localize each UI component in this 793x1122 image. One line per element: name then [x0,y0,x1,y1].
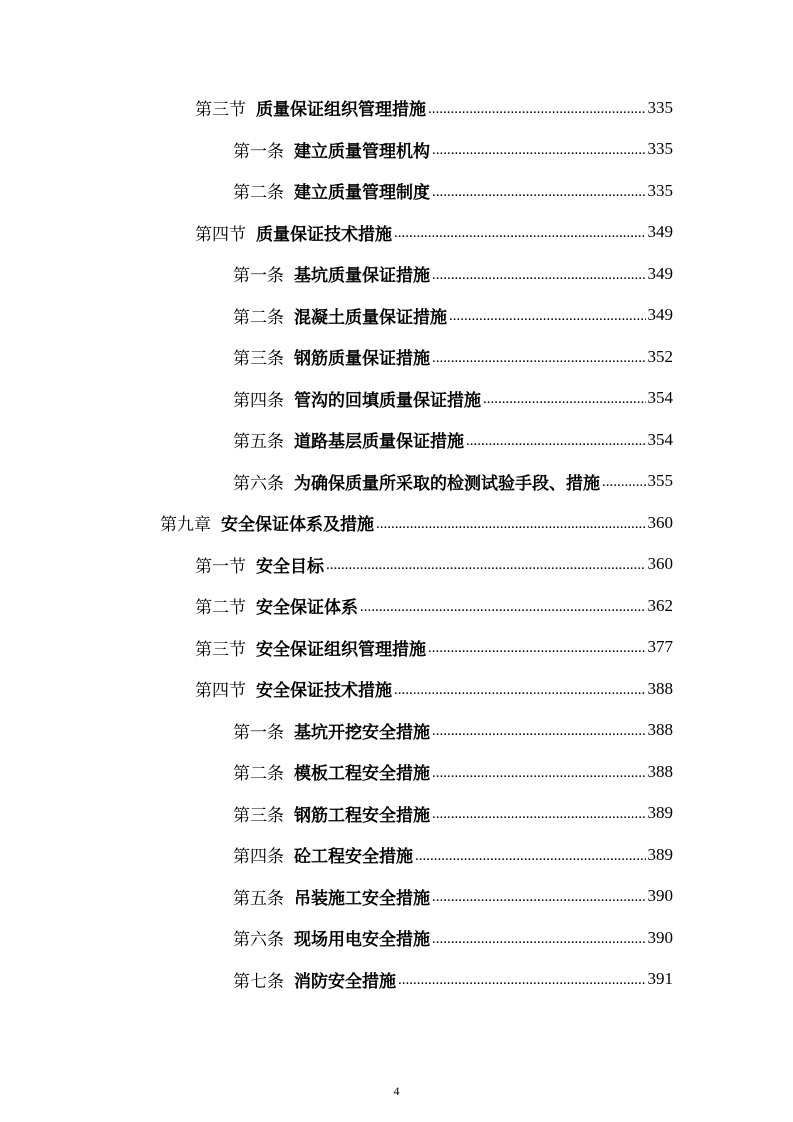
toc-dot-leader [602,471,646,491]
toc-entry-number: 第三节 [195,100,246,121]
toc-dot-leader [432,762,646,782]
toc-entry[interactable] [0,627,793,669]
toc-entry[interactable] [0,129,793,171]
toc-entry-page: 389 [647,803,673,823]
toc-entry[interactable] [0,710,793,752]
toc-dot-leader [432,886,646,906]
toc-entry-page: 360 [647,512,673,532]
toc-entry-page: 389 [647,844,673,864]
toc-entry[interactable] [0,87,793,129]
toc-entry[interactable] [0,253,793,295]
toc-entry-title: 消防安全措施 [294,971,396,992]
toc-entry-number: 第二条 [233,307,284,328]
toc-entry-number: 第九章 [160,515,211,536]
toc-entry-number: 第三条 [233,349,284,370]
toc-entry-title: 模板工程安全措施 [294,764,430,785]
toc-dot-leader [432,264,646,284]
toc-entry[interactable] [0,668,793,710]
toc-entry-number: 第一条 [233,722,284,743]
toc-entry-number: 第一节 [195,556,246,577]
toc-entry[interactable] [0,544,793,586]
toc-dot-leader [432,720,646,740]
toc-entry-page: 349 [647,222,673,242]
toc-entry[interactable] [0,876,793,918]
toc-dot-leader [376,513,646,533]
toc-entry-page: 390 [647,886,673,906]
toc-entry-page: 390 [647,927,673,947]
toc-entry[interactable] [0,751,793,793]
toc-entry-page: 377 [647,637,673,657]
toc-entry-number: 第一条 [233,266,284,287]
toc-dot-leader [432,928,646,948]
toc-entry-title: 吊装施工安全措施 [294,888,430,909]
toc-entry[interactable] [0,336,793,378]
toc-entry-title: 基坑质量保证措施 [294,266,430,287]
toc-entry[interactable] [0,834,793,876]
toc-entry-title: 管沟的回填质量保证措施 [294,390,481,411]
toc-entry[interactable] [0,461,793,503]
toc-entry-title: 为确保质量所采取的检测试验手段、措施 [294,473,600,494]
toc-entry-number: 第四节 [195,224,246,245]
toc-entry-number: 第二节 [195,598,246,619]
toc-entry-number: 第五条 [233,888,284,909]
toc-dot-leader [415,845,646,865]
toc-entry-title: 钢筋工程安全措施 [294,805,430,826]
toc-entry[interactable] [0,170,793,212]
toc-entry-number: 第四节 [195,681,246,702]
toc-entry-number: 第六条 [233,930,284,951]
toc-entry-title: 砼工程安全措施 [294,847,413,868]
toc-entry[interactable] [0,212,793,254]
toc-entry-number: 第三节 [195,639,246,660]
toc-entry[interactable] [0,585,793,627]
toc-entry-title: 混凝土质量保证措施 [294,307,447,328]
toc-entry[interactable] [0,959,793,1001]
toc-entry-number: 第五条 [233,432,284,453]
toc-entry-title: 安全保证体系 [256,598,358,619]
toc-dot-leader [483,388,646,408]
toc-entry-number: 第七条 [233,971,284,992]
toc-entry-number: 第二条 [233,183,284,204]
toc-entry[interactable] [0,917,793,959]
toc-entry-page: 352 [647,346,673,366]
toc-entry-number: 第六条 [233,473,284,494]
toc-entry-number: 第四条 [233,390,284,411]
toc-entry[interactable] [0,502,793,544]
toc-entry-page: 349 [647,305,673,325]
toc-entry[interactable] [0,419,793,461]
toc-dot-leader [394,679,646,699]
toc-entry-page: 354 [647,388,673,408]
toc-dot-leader [360,596,646,616]
toc-entry-title: 现场用电安全措施 [294,930,430,951]
toc-entry-title: 安全保证组织管理措施 [256,639,426,660]
toc-entry-page: 335 [647,139,673,159]
toc-dot-leader [398,969,646,989]
toc-dot-leader [449,305,646,325]
toc-dot-leader [432,347,646,367]
toc-entry-title: 质量保证技术措施 [256,224,392,245]
toc-entry-page: 388 [647,761,673,781]
toc-dot-leader [326,554,646,574]
toc-entry-title: 安全保证技术措施 [256,681,392,702]
toc-entry-page: 335 [647,97,673,117]
toc-entry-page: 335 [647,180,673,200]
toc-entry-number: 第四条 [233,847,284,868]
toc-dot-leader [428,98,646,118]
toc-entry-title: 安全目标 [256,556,324,577]
toc-entry-page: 354 [647,429,673,449]
page-number-footer: 4 [393,1084,400,1098]
toc-entry-title: 安全保证体系及措施 [221,515,374,536]
table-of-contents [0,87,793,1000]
toc-entry-number: 第一条 [233,141,284,162]
toc-entry-title: 建立质量管理制度 [294,183,430,204]
toc-entry-title: 质量保证组织管理措施 [256,100,426,121]
toc-entry-page: 349 [647,263,673,283]
toc-entry-page: 360 [647,554,673,574]
toc-entry-title: 建立质量管理机构 [294,141,430,162]
toc-entry-page: 388 [647,678,673,698]
toc-entry-page: 388 [647,720,673,740]
toc-dot-leader [432,181,646,201]
toc-entry-page: 355 [647,471,673,491]
toc-entry-number: 第三条 [233,805,284,826]
toc-dot-leader [432,803,646,823]
toc-entry[interactable] [0,378,793,420]
toc-entry[interactable] [0,295,793,337]
toc-entry-title: 道路基层质量保证措施 [294,432,464,453]
toc-dot-leader [394,222,646,242]
toc-dot-leader [466,430,646,450]
toc-entry[interactable] [0,793,793,835]
toc-dot-leader [432,139,646,159]
toc-entry-page: 362 [647,595,673,615]
toc-entry-title: 钢筋质量保证措施 [294,349,430,370]
toc-dot-leader [428,637,646,657]
toc-entry-number: 第二条 [233,764,284,785]
toc-entry-title: 基坑开挖安全措施 [294,722,430,743]
toc-entry-page: 391 [647,969,673,989]
